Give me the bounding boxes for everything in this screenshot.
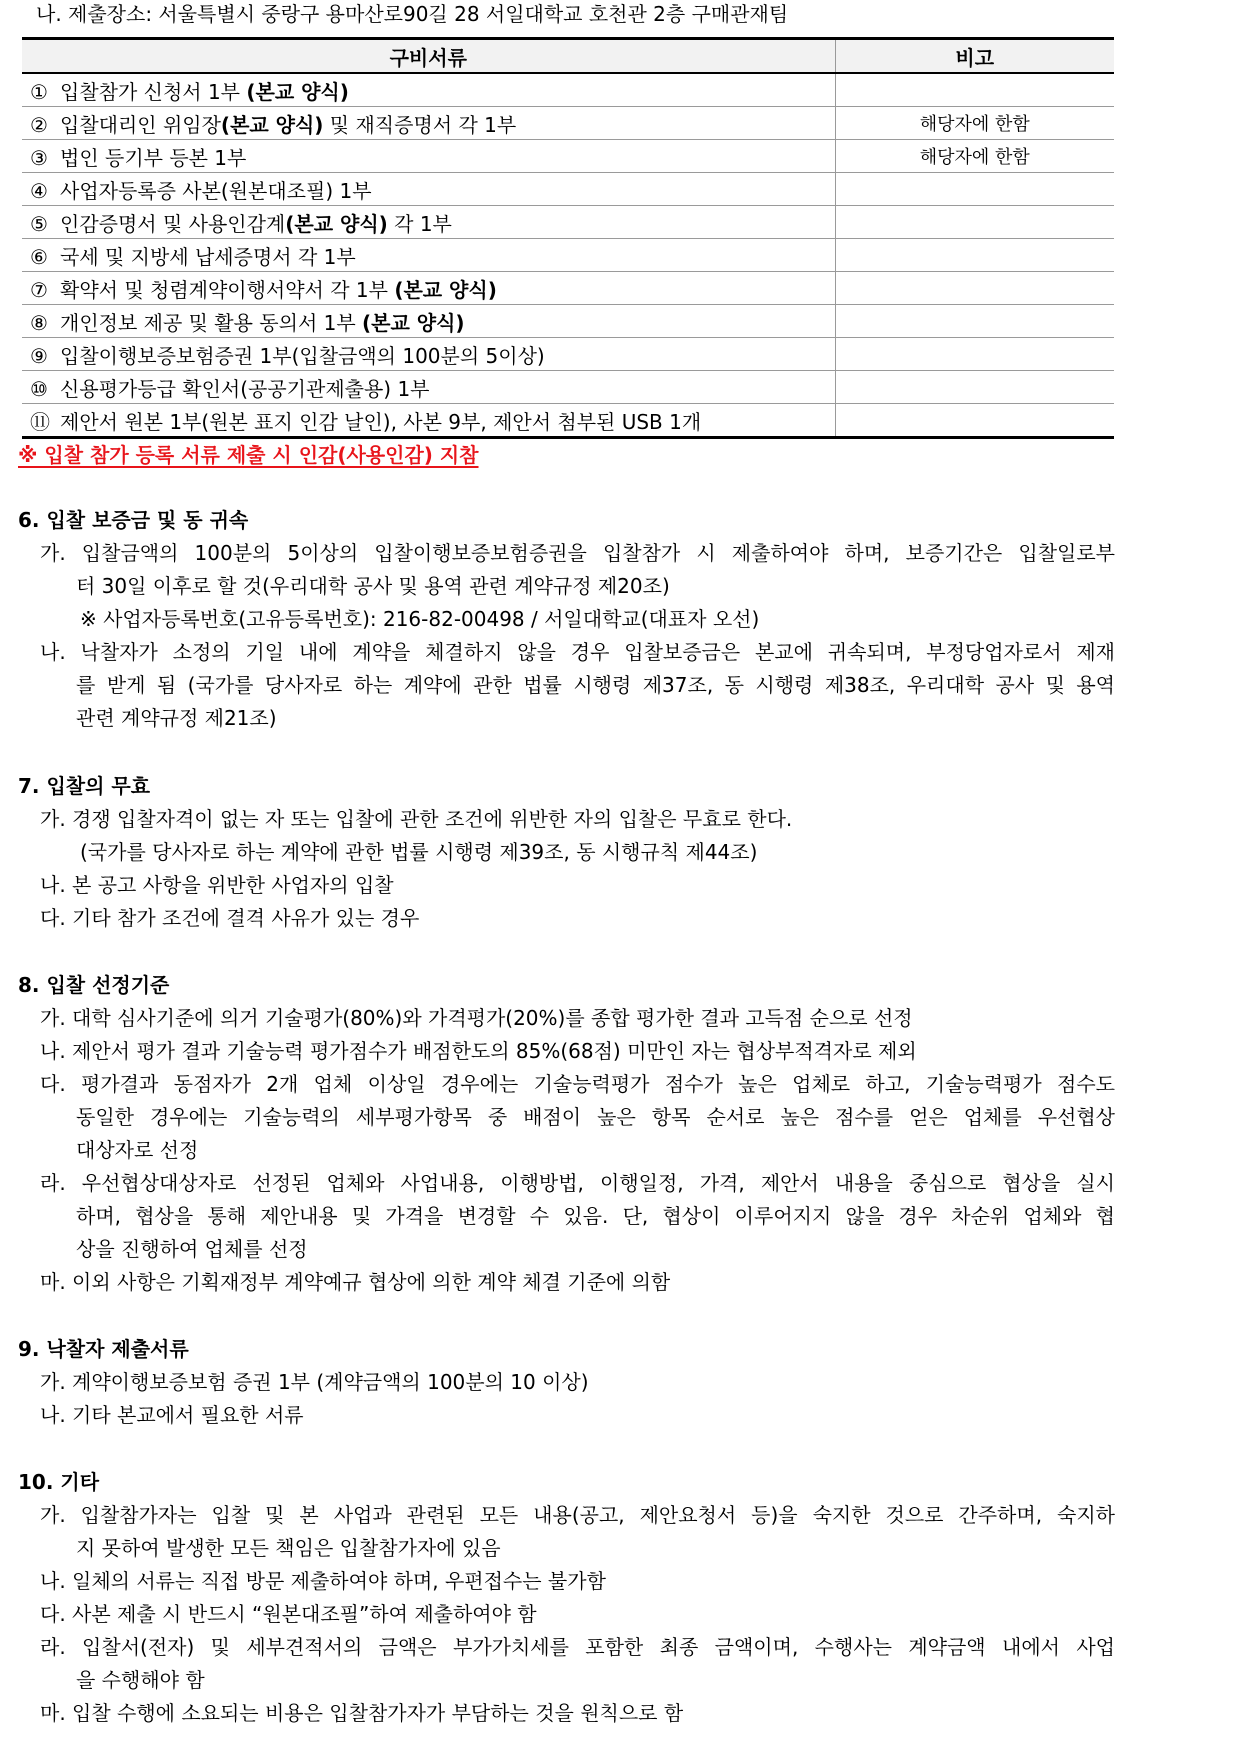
document-cell xyxy=(22,107,835,140)
item-text: 인감증명서 및 사용인감계 xyxy=(60,211,286,236)
header-remarks: 비고 xyxy=(835,39,1114,74)
item-number: ⑥ xyxy=(30,244,48,269)
item-number: ① xyxy=(30,79,48,104)
item-form-note: (본교 양식) xyxy=(362,310,465,335)
table-row xyxy=(22,73,1114,107)
item-number: ⑪ xyxy=(30,409,50,434)
section-6-title: 6. 입찰 보증금 및 동 귀속 xyxy=(18,508,249,532)
document-cell xyxy=(22,371,835,404)
document-cell xyxy=(22,206,835,239)
remark-cell xyxy=(835,371,1114,404)
table-row xyxy=(22,338,1114,371)
item-number: ② xyxy=(30,112,48,137)
item-text: 신용평가등급 확인서(공공기관제출용) 1부 xyxy=(60,376,430,401)
item-text: 확약서 및 청렴계약이행서약서 각 1부 xyxy=(60,277,395,302)
item-form-note: (본교 양식) xyxy=(285,211,388,236)
section-7-line-1: 가. 경쟁 입찰자격이 없는 자 또는 입찰에 관한 조건에 위반한 자의 입찰은 무효로 한다. xyxy=(40,807,793,831)
section-10-line-6: 을 수행해야 함 xyxy=(76,1668,205,1692)
item-number: ⑦ xyxy=(30,277,48,302)
section-9-title: 9. 낙찰자 제출서류 xyxy=(18,1337,189,1361)
section-6-line-2: 터 30일 이후로 할 것(우리대학 공사 및 용역 관련 계약규정 제20조) xyxy=(76,574,670,598)
section-7-line-4: 다. 기타 참가 조건에 결격 사유가 있는 경우 xyxy=(40,906,420,930)
item-number: ⑤ xyxy=(30,211,48,236)
remark-cell xyxy=(835,173,1114,206)
section-8-title: 8. 입찰 선정기준 xyxy=(18,973,170,997)
document-cell xyxy=(22,404,835,438)
item-text: 국세 및 지방세 납세증명서 각 1부 xyxy=(60,244,356,269)
item-text: 개인정보 제공 및 활용 동의서 1부 xyxy=(60,310,363,335)
item-number: ③ xyxy=(30,145,48,170)
remark-cell xyxy=(835,305,1114,338)
item-number: ⑩ xyxy=(30,376,48,401)
section-8-line-4: 동일한 경우에는 기술능력의 세부평가항목 중 배점이 높은 항목 순서로 높은 점수를 얻은 업체를 우선협상 xyxy=(76,1105,1115,1129)
section-10-line-5: 라. 입찰서(전자) 및 세부견적서의 금액은 부가가치세를 포함한 최종 금액이며, 수행사는 계약금액 내에서 사업 xyxy=(40,1635,1115,1659)
remark-cell: 해당자에 한함 xyxy=(835,107,1114,140)
section-10-line-3: 나. 일체의 서류는 직접 방문 제출하여야 하며, 우편접수는 불가함 xyxy=(40,1569,606,1593)
section-6-line-4: 나. 낙찰자가 소정의 기일 내에 계약을 체결하지 않을 경우 입찰보증금은 본교에 귀속되며, 부정당업자로서 제재 xyxy=(40,640,1115,664)
document-cell xyxy=(22,173,835,206)
section-6-line-1: 가. 입찰금액의 100분의 5이상의 입찰이행보증보험증권을 입찰참가 시 제출하여야 하며, 보증기간은 입찰일로부 xyxy=(40,541,1115,565)
remark-cell xyxy=(835,73,1114,107)
item-text-after: 각 1부 xyxy=(387,211,452,236)
required-documents-table xyxy=(22,37,1114,439)
section-10-line-7: 마. 입찰 수행에 소요되는 비용은 입찰참가자가 부담하는 것을 원칙으로 함 xyxy=(40,1701,684,1725)
item-number: ⑨ xyxy=(30,343,48,368)
table-row xyxy=(22,305,1114,338)
table-row xyxy=(22,404,1114,438)
item-form-note: (본교 양식) xyxy=(246,79,349,104)
section-8-line-8: 상을 진행하여 업체를 선정 xyxy=(76,1237,308,1261)
item-text-after: 및 재직증명서 각 1부 xyxy=(323,112,517,137)
section-6-line-5: 를 받게 됨 (국가를 당사자로 하는 계약에 관한 법률 시행령 제37조, 동 시행령 제38조, 우리대학 공사 및 용역 xyxy=(76,673,1115,697)
table-row xyxy=(22,206,1114,239)
section-8-line-6: 라. 우선협상대상자로 선정된 업체와 사업내용, 이행방법, 이행일정, 가격, 제안서 내용을 중심으로 협상을 실시 xyxy=(40,1171,1115,1195)
document-cell xyxy=(22,305,835,338)
item-text: 사업자등록증 사본(원본대조필) 1부 xyxy=(60,178,372,203)
section-8-line-5: 대상자로 선정 xyxy=(76,1138,199,1162)
section-10-line-2: 지 못하여 발생한 모든 책임은 입찰참가자에 있음 xyxy=(76,1536,501,1560)
section-8-line-1: 가. 대학 심사기준에 의거 기술평가(80%)와 가격평가(20%)를 종합 평가한 결과 고득점 순으로 선정 xyxy=(40,1006,913,1030)
table-body xyxy=(22,73,1114,438)
item-form-note: (본교 양식) xyxy=(220,112,324,137)
item-text: 법인 등기부 등본 1부 xyxy=(60,145,247,170)
table-row xyxy=(22,173,1114,206)
section-10-title: 10. 기타 xyxy=(18,1470,100,1494)
item-text: 제안서 원본 1부(원본 표지 인감 날인), 사본 9부, 제안서 첨부된 USB 1개 xyxy=(60,409,702,434)
section-6-line-6: 관련 계약규정 제21조) xyxy=(76,706,277,730)
section-6-line-3: ※ 사업자등록번호(고유등록번호): 216-82-00498 / 서일대학교(대표자 오선) xyxy=(80,607,760,631)
document-cell xyxy=(22,338,835,371)
remark-cell xyxy=(835,206,1114,239)
section-8-line-9: 마. 이외 사항은 기획재정부 계약예규 협상에 의한 계약 체결 기준에 의함 xyxy=(40,1270,671,1294)
table-row xyxy=(22,371,1114,404)
table-row xyxy=(22,239,1114,272)
section-7-title: 7. 입찰의 무효 xyxy=(18,774,151,798)
table-row xyxy=(22,272,1114,305)
remark-cell xyxy=(835,404,1114,438)
section-10-line-4: 다. 사본 제출 시 반드시 “원본대조필”하여 제출하여야 함 xyxy=(40,1602,537,1626)
table-header-row xyxy=(22,39,1114,74)
remark-cell xyxy=(835,272,1114,305)
section-8-line-2: 나. 제안서 평가 결과 기술능력 평가점수가 배점한도의 85%(68점) 미만인 자는 협상부적격자로 제외 xyxy=(40,1039,917,1063)
section-10-line-1: 가. 입찰참가자는 입찰 및 본 사업과 관련된 모든 내용(공고, 제안요청서 등)을 숙지한 것으로 간주하며, 숙지하 xyxy=(40,1503,1115,1527)
document-cell xyxy=(22,272,835,305)
section-9-line-1: 가. 계약이행보증보험 증권 1부 (계약금액의 100분의 10 이상) xyxy=(40,1370,589,1394)
item-number: ⑧ xyxy=(30,310,48,335)
item-text: 입찰참가 신청서 1부 xyxy=(60,79,247,104)
header-documents: 구비서류 xyxy=(22,39,835,74)
table-row xyxy=(22,107,1114,140)
document-cell xyxy=(22,140,835,173)
remark-cell: 해당자에 한함 xyxy=(835,140,1114,173)
item-form-note: (본교 양식) xyxy=(394,277,497,302)
item-text: 입찰이행보증보험증권 1부(입찰금액의 100분의 5이상) xyxy=(60,343,545,368)
table-row xyxy=(22,140,1114,173)
remark-cell xyxy=(835,338,1114,371)
remark-cell xyxy=(835,239,1114,272)
submission-location: 나. 제출장소: 서울특별시 중랑구 용마산로90길 28 서일대학교 호천관 2층 구매관재팀 xyxy=(36,2,789,26)
section-8-line-7: 하며, 협상을 통해 제안내용 및 가격을 변경할 수 있음. 단, 협상이 이루어지지 않을 경우 차순위 업체와 협 xyxy=(76,1204,1115,1228)
section-8-line-3: 다. 평가결과 동점자가 2개 업체 이상일 경우에는 기술능력평가 점수가 높은 업체로 하고, 기술능력평가 점수도 xyxy=(40,1072,1115,1096)
section-7-line-3: 나. 본 공고 사항을 위반한 사업자의 입찰 xyxy=(40,873,394,897)
section-9-line-2: 나. 기타 본교에서 필요한 서류 xyxy=(40,1403,304,1427)
section-7-line-2: (국가를 당사자로 하는 계약에 관한 법률 시행령 제39조, 동 시행규칙 제44조) xyxy=(80,840,758,864)
document-cell xyxy=(22,73,835,107)
document-cell xyxy=(22,239,835,272)
registration-notice: ※ 입찰 참가 등록 서류 제출 시 인감(사용인감) 지참 xyxy=(18,443,479,467)
item-text: 입찰대리인 위임장 xyxy=(60,112,221,137)
item-number: ④ xyxy=(30,178,48,203)
